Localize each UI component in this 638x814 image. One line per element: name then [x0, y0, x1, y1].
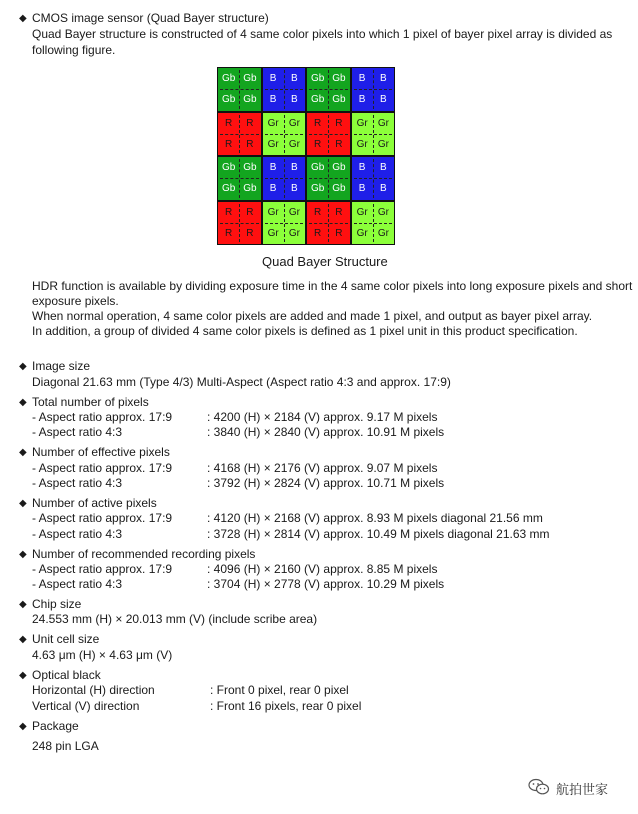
hdr-text: In addition, a group of divided 4 same color pixels is defined as 1 pixel unit in this product specification.: [32, 324, 578, 338]
pixel-label: R: [328, 202, 349, 223]
spec-row-label: - Aspect ratio approx. 17:9: [32, 562, 173, 576]
bullet-icon: ◆: [19, 549, 27, 560]
pixel-label: Gb: [239, 89, 260, 110]
pixel-label: Gb: [307, 68, 328, 89]
pixel-label: R: [239, 113, 260, 134]
spec-row-value: : 3728 (H) × 2814 (V) approx. 10.49 M pixels diagonal 21.63 mm: [207, 527, 550, 541]
spec-row-value: : Front 0 pixel, rear 0 pixel: [210, 683, 349, 697]
spec-value: 248 pin LGA: [32, 739, 99, 753]
pixel-label: R: [218, 113, 239, 134]
spec-title: Number of recommended recording pixels: [32, 547, 256, 561]
pixel-label: R: [307, 113, 328, 134]
pixel-label: Gr: [352, 113, 373, 134]
spec-value: Diagonal 21.63 mm (Type 4/3) Multi-Aspect (Aspect ratio 4:3 and approx. 17:9): [32, 375, 451, 389]
pixel-label: B: [352, 68, 373, 89]
pixel-label: Gr: [284, 202, 305, 223]
spec-title: Chip size: [32, 597, 82, 611]
pixel-label: B: [352, 157, 373, 178]
pixel-label: B: [263, 178, 284, 199]
spec-title: Total number of pixels: [32, 395, 149, 409]
pixel-label: B: [373, 89, 394, 110]
pixel-label: Gb: [328, 157, 349, 178]
pixel-label: B: [352, 89, 373, 110]
pixel-label: Gb: [218, 89, 239, 110]
quad-bayer-diagram: [217, 67, 395, 245]
spec-title: Number of effective pixels: [32, 445, 170, 459]
pixel-unit-r: [307, 113, 350, 156]
pixel-label: Gb: [307, 178, 328, 199]
spec-row-value: : 4096 (H) × 2160 (V) approx. 8.85 M pixels: [207, 562, 438, 576]
pixel-label: Gr: [373, 202, 394, 223]
spec-row-label: - Aspect ratio approx. 17:9: [32, 410, 173, 424]
pixel-label: Gr: [373, 113, 394, 134]
pixel-label: Gr: [352, 202, 373, 223]
spec-row-label: - Aspect ratio 4:3: [32, 476, 123, 490]
spec-title: Image size: [32, 359, 91, 373]
pixel-label: Gb: [239, 68, 260, 89]
spec-row-value: : 4120 (H) × 2168 (V) approx. 8.93 M pixels diagonal 21.56 mm: [207, 511, 543, 525]
pixel-label: Gb: [218, 68, 239, 89]
pixel-label: Gr: [352, 134, 373, 155]
pixel-label: R: [218, 202, 239, 223]
spec-row-value: : 4168 (H) × 2176 (V) approx. 9.07 M pixels: [207, 461, 438, 475]
pixel-label: Gr: [263, 223, 284, 244]
spec-row-label: - Aspect ratio approx. 17:9: [32, 461, 173, 475]
spec-value: 4.63 μm (H) × 4.63 μm (V): [32, 648, 173, 662]
spec-row-value: : Front 16 pixels, rear 0 pixel: [210, 699, 362, 713]
pixel-unit-gb: [307, 68, 350, 111]
pixel-label: Gb: [328, 68, 349, 89]
spec-row-label: - Aspect ratio approx. 17:9: [32, 511, 173, 525]
pixel-label: Gr: [373, 223, 394, 244]
pixel-unit-b: [352, 68, 395, 111]
pixel-unit-gr: [352, 113, 395, 156]
bullet-icon: ◆: [19, 670, 27, 681]
pixel-label: Gb: [307, 157, 328, 178]
bullet-icon: ◆: [19, 361, 27, 372]
pixel-unit-r: [307, 202, 350, 245]
pixel-label: B: [263, 157, 284, 178]
pixel-label: Gr: [352, 223, 373, 244]
pixel-label: Gr: [263, 113, 284, 134]
spec-row-value: : 3704 (H) × 2778 (V) approx. 10.29 M pixels: [207, 577, 445, 591]
pixel-label: B: [284, 68, 305, 89]
pixel-unit-gr: [263, 202, 306, 245]
intro-text: following figure.: [32, 43, 116, 57]
spec-row-value: : 4200 (H) × 2184 (V) approx. 9.17 M pixels: [207, 410, 438, 424]
pixel-label: Gb: [218, 157, 239, 178]
spec-row-label: - Aspect ratio 4:3: [32, 527, 123, 541]
watermark-text: 航拍世家: [556, 782, 609, 797]
pixel-label: Gb: [307, 89, 328, 110]
bullet-icon: ◆: [19, 721, 27, 732]
spec-value: 24.553 mm (H) × 20.013 mm (V) (include scribe area): [32, 612, 318, 626]
pixel-label: B: [284, 89, 305, 110]
pixel-label: R: [239, 134, 260, 155]
spec-row-label: - Aspect ratio 4:3: [32, 425, 123, 439]
spec-row-value: : 3792 (H) × 2824 (V) approx. 10.71 M pixels: [207, 476, 445, 490]
pixel-label: Gb: [328, 89, 349, 110]
spec-row-label: Horizontal (H) direction: [32, 683, 155, 697]
spec-row-value: : 3840 (H) × 2840 (V) approx. 10.91 M pixels: [207, 425, 445, 439]
pixel-unit-gb: [307, 157, 350, 200]
pixel-label: R: [328, 134, 349, 155]
pixel-unit-gr: [352, 202, 395, 245]
pixel-label: Gr: [284, 134, 305, 155]
pixel-unit-b: [352, 157, 395, 200]
spec-title: Package: [32, 719, 79, 733]
pixel-label: B: [284, 157, 305, 178]
intro-text: Quad Bayer structure is constructed of 4 same color pixels into which 1 pixel of bayer pixel array is divided as: [32, 27, 613, 41]
spec-title: Unit cell size: [32, 632, 100, 646]
pixel-label: Gb: [328, 178, 349, 199]
spec-row-label: Vertical (V) direction: [32, 699, 140, 713]
hdr-text: exposure pixels.: [32, 294, 119, 308]
pixel-label: Gr: [263, 202, 284, 223]
figure-caption: Quad Bayer Structure: [262, 254, 388, 269]
pixel-label: Gr: [263, 134, 284, 155]
pixel-label: Gb: [239, 178, 260, 199]
pixel-label: R: [218, 223, 239, 244]
bullet-icon: ◆: [19, 498, 27, 509]
pixel-label: R: [239, 223, 260, 244]
hdr-text: HDR function is available by dividing exposure time in the 4 same color pixels into long exposure pixels and short: [32, 279, 633, 293]
pixel-label: B: [263, 68, 284, 89]
section-heading: CMOS image sensor (Quad Bayer structure): [32, 11, 269, 25]
pixel-label: R: [328, 223, 349, 244]
pixel-label: R: [307, 223, 328, 244]
pixel-label: B: [352, 178, 373, 199]
pixel-label: Gr: [373, 134, 394, 155]
spec-title: Number of active pixels: [32, 496, 157, 510]
spec-row-label: - Aspect ratio 4:3: [32, 577, 123, 591]
pixel-unit-b: [263, 157, 306, 200]
pixel-unit-gb: [218, 68, 261, 111]
pixel-label: R: [218, 134, 239, 155]
pixel-unit-gr: [263, 113, 306, 156]
pixel-label: B: [284, 178, 305, 199]
bullet-icon: ◆: [19, 13, 27, 24]
pixel-label: B: [373, 68, 394, 89]
pixel-label: R: [239, 202, 260, 223]
bullet-icon: ◆: [19, 599, 27, 610]
wechat-icon: [528, 778, 550, 799]
pixel-label: R: [307, 202, 328, 223]
hdr-text: When normal operation, 4 same color pixels are added and made 1 pixel, and output as bayer pixel array.: [32, 309, 593, 323]
pixel-label: B: [373, 157, 394, 178]
pixel-label: Gr: [284, 223, 305, 244]
pixel-unit-r: [218, 113, 261, 156]
pixel-label: Gr: [284, 113, 305, 134]
pixel-label: Gb: [239, 157, 260, 178]
pixel-label: B: [373, 178, 394, 199]
pixel-label: Gb: [218, 178, 239, 199]
pixel-label: B: [263, 89, 284, 110]
bullet-icon: ◆: [19, 447, 27, 458]
pixel-unit-r: [218, 202, 261, 245]
bullet-icon: ◆: [19, 397, 27, 408]
pixel-label: R: [307, 134, 328, 155]
bullet-icon: ◆: [19, 634, 27, 645]
spec-title: Optical black: [32, 668, 101, 682]
watermark: [528, 778, 608, 799]
pixel-unit-b: [263, 68, 306, 111]
pixel-unit-gb: [218, 157, 261, 200]
pixel-label: R: [328, 113, 349, 134]
